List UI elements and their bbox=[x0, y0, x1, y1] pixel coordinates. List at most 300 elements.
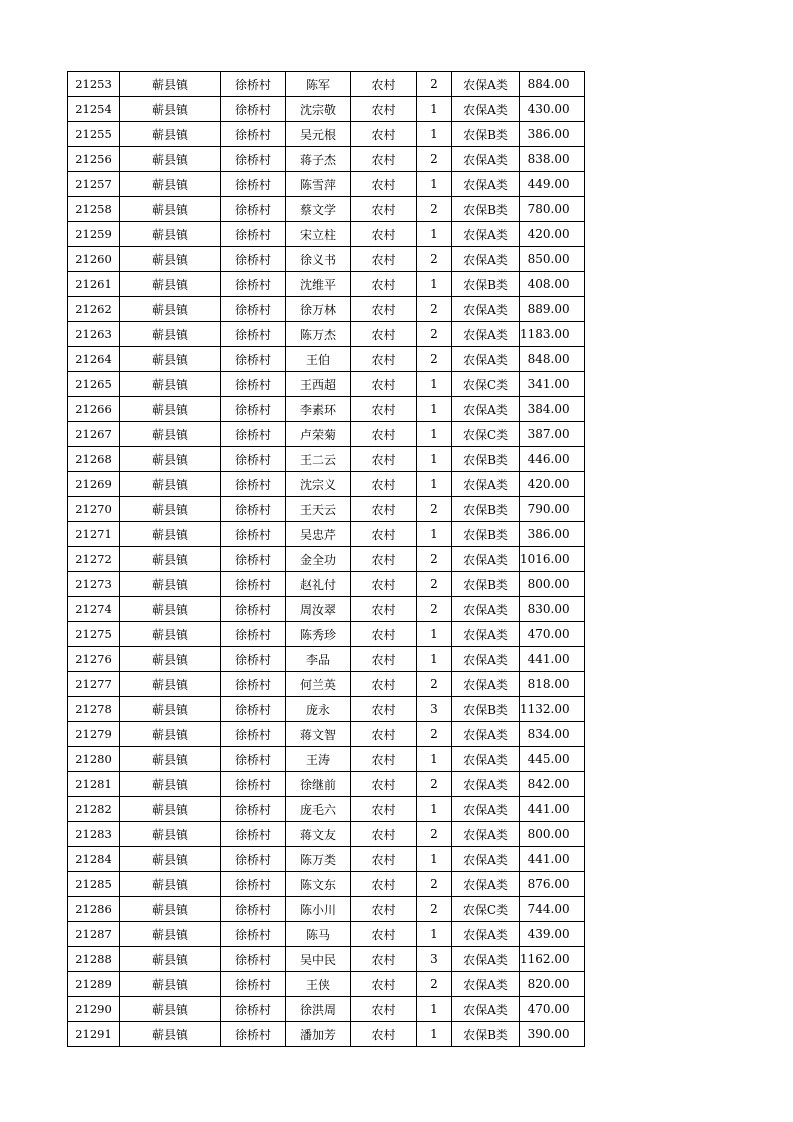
area-type-cell: 农村 bbox=[351, 772, 417, 797]
village-cell: 徐桥村 bbox=[221, 697, 286, 722]
town-cell: 蕲县镇 bbox=[120, 772, 221, 797]
table-row bbox=[68, 147, 585, 172]
name-cell: 庞永 bbox=[286, 697, 351, 722]
record-id-cell: 21279 bbox=[68, 722, 120, 747]
record-id-cell: 21287 bbox=[68, 922, 120, 947]
table-row bbox=[68, 572, 585, 597]
village-cell: 徐桥村 bbox=[221, 722, 286, 747]
name-cell: 王侠 bbox=[286, 972, 351, 997]
area-type-cell: 农村 bbox=[351, 647, 417, 672]
name-cell: 徐义书 bbox=[286, 247, 351, 272]
area-type-cell: 农村 bbox=[351, 822, 417, 847]
household-count-cell: 1 bbox=[417, 447, 452, 472]
record-id-cell: 21268 bbox=[68, 447, 120, 472]
amount-cell: 470.00 bbox=[520, 622, 585, 647]
amount-cell: 834.00 bbox=[520, 722, 585, 747]
table-row bbox=[68, 272, 585, 297]
town-cell: 蕲县镇 bbox=[120, 697, 221, 722]
name-cell: 徐继前 bbox=[286, 772, 351, 797]
name-cell: 赵礼付 bbox=[286, 572, 351, 597]
amount-cell: 420.00 bbox=[520, 222, 585, 247]
name-cell: 王西超 bbox=[286, 372, 351, 397]
name-cell: 何兰英 bbox=[286, 672, 351, 697]
name-cell: 徐万林 bbox=[286, 297, 351, 322]
household-count-cell: 1 bbox=[417, 997, 452, 1022]
village-cell: 徐桥村 bbox=[221, 322, 286, 347]
name-cell: 陈万类 bbox=[286, 847, 351, 872]
amount-cell: 1183.00 bbox=[520, 322, 585, 347]
village-cell: 徐桥村 bbox=[221, 1022, 286, 1047]
town-cell: 蕲县镇 bbox=[120, 247, 221, 272]
record-id-cell: 21255 bbox=[68, 122, 120, 147]
household-count-cell: 1 bbox=[417, 172, 452, 197]
town-cell: 蕲县镇 bbox=[120, 497, 221, 522]
town-cell: 蕲县镇 bbox=[120, 597, 221, 622]
insurance-class-cell: 农保A类 bbox=[452, 472, 520, 497]
record-id-cell: 21257 bbox=[68, 172, 120, 197]
insurance-class-cell: 农保A类 bbox=[452, 772, 520, 797]
household-count-cell: 1 bbox=[417, 797, 452, 822]
amount-cell: 790.00 bbox=[520, 497, 585, 522]
town-cell: 蕲县镇 bbox=[120, 947, 221, 972]
town-cell: 蕲县镇 bbox=[120, 372, 221, 397]
insurance-class-cell: 农保A类 bbox=[452, 947, 520, 972]
town-cell: 蕲县镇 bbox=[120, 622, 221, 647]
name-cell: 陈马 bbox=[286, 922, 351, 947]
amount-cell: 842.00 bbox=[520, 772, 585, 797]
town-cell: 蕲县镇 bbox=[120, 147, 221, 172]
town-cell: 蕲县镇 bbox=[120, 347, 221, 372]
amount-cell: 441.00 bbox=[520, 847, 585, 872]
area-type-cell: 农村 bbox=[351, 347, 417, 372]
household-count-cell: 1 bbox=[417, 522, 452, 547]
insurance-class-cell: 农保A类 bbox=[452, 322, 520, 347]
name-cell: 王二云 bbox=[286, 447, 351, 472]
amount-cell: 386.00 bbox=[520, 122, 585, 147]
amount-cell: 446.00 bbox=[520, 447, 585, 472]
village-cell: 徐桥村 bbox=[221, 547, 286, 572]
amount-cell: 384.00 bbox=[520, 397, 585, 422]
table-row bbox=[68, 897, 585, 922]
household-count-cell: 3 bbox=[417, 697, 452, 722]
name-cell: 徐洪周 bbox=[286, 997, 351, 1022]
town-cell: 蕲县镇 bbox=[120, 122, 221, 147]
area-type-cell: 农村 bbox=[351, 747, 417, 772]
household-count-cell: 2 bbox=[417, 672, 452, 697]
record-id-cell: 21261 bbox=[68, 272, 120, 297]
amount-cell: 744.00 bbox=[520, 897, 585, 922]
table-row bbox=[68, 347, 585, 372]
record-id-cell: 21281 bbox=[68, 772, 120, 797]
insurance-class-cell: 农保A类 bbox=[452, 222, 520, 247]
table-row bbox=[68, 747, 585, 772]
insurance-class-cell: 农保B类 bbox=[452, 272, 520, 297]
village-cell: 徐桥村 bbox=[221, 572, 286, 597]
record-id-cell: 21269 bbox=[68, 472, 120, 497]
amount-cell: 889.00 bbox=[520, 297, 585, 322]
household-count-cell: 1 bbox=[417, 122, 452, 147]
amount-cell: 818.00 bbox=[520, 672, 585, 697]
area-type-cell: 农村 bbox=[351, 872, 417, 897]
village-cell: 徐桥村 bbox=[221, 397, 286, 422]
insurance-class-cell: 农保C类 bbox=[452, 422, 520, 447]
name-cell: 蒋文友 bbox=[286, 822, 351, 847]
town-cell: 蕲县镇 bbox=[120, 322, 221, 347]
amount-cell: 470.00 bbox=[520, 997, 585, 1022]
area-type-cell: 农村 bbox=[351, 722, 417, 747]
record-id-cell: 21270 bbox=[68, 497, 120, 522]
amount-cell: 876.00 bbox=[520, 872, 585, 897]
insurance-class-cell: 农保A类 bbox=[452, 922, 520, 947]
area-type-cell: 农村 bbox=[351, 572, 417, 597]
town-cell: 蕲县镇 bbox=[120, 972, 221, 997]
record-id-cell: 21280 bbox=[68, 747, 120, 772]
amount-cell: 838.00 bbox=[520, 147, 585, 172]
village-cell: 徐桥村 bbox=[221, 447, 286, 472]
record-id-cell: 21266 bbox=[68, 397, 120, 422]
record-id-cell: 21274 bbox=[68, 597, 120, 622]
table-row bbox=[68, 672, 585, 697]
insurance-class-cell: 农保A类 bbox=[452, 247, 520, 272]
insurance-class-cell: 农保A类 bbox=[452, 622, 520, 647]
insurance-class-cell: 农保B类 bbox=[452, 1022, 520, 1047]
table-row bbox=[68, 447, 585, 472]
area-type-cell: 农村 bbox=[351, 72, 417, 97]
record-id-cell: 21271 bbox=[68, 522, 120, 547]
household-count-cell: 1 bbox=[417, 922, 452, 947]
record-id-cell: 21278 bbox=[68, 697, 120, 722]
name-cell: 沈宗敬 bbox=[286, 97, 351, 122]
table-body bbox=[68, 72, 585, 1047]
table-row bbox=[68, 97, 585, 122]
name-cell: 卢荣菊 bbox=[286, 422, 351, 447]
insurance-class-cell: 农保A类 bbox=[452, 172, 520, 197]
table-row bbox=[68, 947, 585, 972]
insurance-class-cell: 农保A类 bbox=[452, 972, 520, 997]
household-count-cell: 1 bbox=[417, 622, 452, 647]
insurance-class-cell: 农保C类 bbox=[452, 897, 520, 922]
household-count-cell: 2 bbox=[417, 547, 452, 572]
household-count-cell: 2 bbox=[417, 347, 452, 372]
area-type-cell: 农村 bbox=[351, 272, 417, 297]
table-row bbox=[68, 622, 585, 647]
record-id-cell: 21285 bbox=[68, 872, 120, 897]
name-cell: 陈雪萍 bbox=[286, 172, 351, 197]
name-cell: 蔡文学 bbox=[286, 197, 351, 222]
area-type-cell: 农村 bbox=[351, 597, 417, 622]
name-cell: 王涛 bbox=[286, 747, 351, 772]
insurance-class-cell: 农保B类 bbox=[452, 697, 520, 722]
household-count-cell: 2 bbox=[417, 772, 452, 797]
household-count-cell: 2 bbox=[417, 597, 452, 622]
village-cell: 徐桥村 bbox=[221, 747, 286, 772]
village-cell: 徐桥村 bbox=[221, 147, 286, 172]
record-id-cell: 21277 bbox=[68, 672, 120, 697]
table-row bbox=[68, 122, 585, 147]
amount-cell: 1016.00 bbox=[520, 547, 585, 572]
household-count-cell: 1 bbox=[417, 97, 452, 122]
record-id-cell: 21260 bbox=[68, 247, 120, 272]
town-cell: 蕲县镇 bbox=[120, 447, 221, 472]
village-cell: 徐桥村 bbox=[221, 422, 286, 447]
table-row bbox=[68, 397, 585, 422]
insurance-class-cell: 农保A类 bbox=[452, 597, 520, 622]
table-row bbox=[68, 222, 585, 247]
household-count-cell: 2 bbox=[417, 247, 452, 272]
amount-cell: 848.00 bbox=[520, 347, 585, 372]
insurance-class-cell: 农保A类 bbox=[452, 97, 520, 122]
name-cell: 李品 bbox=[286, 647, 351, 672]
table-row bbox=[68, 697, 585, 722]
area-type-cell: 农村 bbox=[351, 97, 417, 122]
table-row bbox=[68, 847, 585, 872]
household-count-cell: 2 bbox=[417, 497, 452, 522]
area-type-cell: 农村 bbox=[351, 122, 417, 147]
insurance-class-cell: 农保A类 bbox=[452, 797, 520, 822]
village-cell: 徐桥村 bbox=[221, 497, 286, 522]
household-count-cell: 2 bbox=[417, 147, 452, 172]
table-row bbox=[68, 422, 585, 447]
area-type-cell: 农村 bbox=[351, 447, 417, 472]
name-cell: 陈秀珍 bbox=[286, 622, 351, 647]
village-cell: 徐桥村 bbox=[221, 247, 286, 272]
table-row bbox=[68, 522, 585, 547]
area-type-cell: 农村 bbox=[351, 847, 417, 872]
village-cell: 徐桥村 bbox=[221, 672, 286, 697]
amount-cell: 441.00 bbox=[520, 797, 585, 822]
amount-cell: 387.00 bbox=[520, 422, 585, 447]
amount-cell: 390.00 bbox=[520, 1022, 585, 1047]
village-cell: 徐桥村 bbox=[221, 597, 286, 622]
village-cell: 徐桥村 bbox=[221, 622, 286, 647]
village-cell: 徐桥村 bbox=[221, 222, 286, 247]
name-cell: 吴中民 bbox=[286, 947, 351, 972]
village-cell: 徐桥村 bbox=[221, 647, 286, 672]
town-cell: 蕲县镇 bbox=[120, 647, 221, 672]
area-type-cell: 农村 bbox=[351, 972, 417, 997]
table-row bbox=[68, 997, 585, 1022]
village-cell: 徐桥村 bbox=[221, 472, 286, 497]
area-type-cell: 农村 bbox=[351, 547, 417, 572]
record-id-cell: 21265 bbox=[68, 372, 120, 397]
amount-cell: 386.00 bbox=[520, 522, 585, 547]
town-cell: 蕲县镇 bbox=[120, 547, 221, 572]
area-type-cell: 农村 bbox=[351, 147, 417, 172]
village-cell: 徐桥村 bbox=[221, 797, 286, 822]
town-cell: 蕲县镇 bbox=[120, 472, 221, 497]
record-id-cell: 21273 bbox=[68, 572, 120, 597]
insurance-class-cell: 农保A类 bbox=[452, 147, 520, 172]
name-cell: 庞毛六 bbox=[286, 797, 351, 822]
town-cell: 蕲县镇 bbox=[120, 97, 221, 122]
village-cell: 徐桥村 bbox=[221, 522, 286, 547]
record-id-cell: 21282 bbox=[68, 797, 120, 822]
insurance-class-cell: 农保B类 bbox=[452, 497, 520, 522]
amount-cell: 800.00 bbox=[520, 822, 585, 847]
record-id-cell: 21284 bbox=[68, 847, 120, 872]
household-count-cell: 2 bbox=[417, 897, 452, 922]
record-id-cell: 21290 bbox=[68, 997, 120, 1022]
town-cell: 蕲县镇 bbox=[120, 72, 221, 97]
record-id-cell: 21275 bbox=[68, 622, 120, 647]
table-row bbox=[68, 172, 585, 197]
record-id-cell: 21289 bbox=[68, 972, 120, 997]
area-type-cell: 农村 bbox=[351, 997, 417, 1022]
amount-cell: 441.00 bbox=[520, 647, 585, 672]
village-cell: 徐桥村 bbox=[221, 897, 286, 922]
amount-cell: 1132.00 bbox=[520, 697, 585, 722]
town-cell: 蕲县镇 bbox=[120, 172, 221, 197]
record-id-cell: 21256 bbox=[68, 147, 120, 172]
insurance-class-cell: 农保A类 bbox=[452, 997, 520, 1022]
name-cell: 陈军 bbox=[286, 72, 351, 97]
name-cell: 沈宗义 bbox=[286, 472, 351, 497]
table-row bbox=[68, 247, 585, 272]
town-cell: 蕲县镇 bbox=[120, 897, 221, 922]
household-count-cell: 2 bbox=[417, 722, 452, 747]
name-cell: 吴元根 bbox=[286, 122, 351, 147]
insurance-class-cell: 农保A类 bbox=[452, 672, 520, 697]
amount-cell: 341.00 bbox=[520, 372, 585, 397]
area-type-cell: 农村 bbox=[351, 222, 417, 247]
insurance-class-cell: 农保B类 bbox=[452, 197, 520, 222]
table-row bbox=[68, 722, 585, 747]
record-id-cell: 21258 bbox=[68, 197, 120, 222]
household-count-cell: 2 bbox=[417, 197, 452, 222]
insurance-class-cell: 农保A类 bbox=[452, 747, 520, 772]
area-type-cell: 农村 bbox=[351, 897, 417, 922]
area-type-cell: 农村 bbox=[351, 797, 417, 822]
name-cell: 周汝翠 bbox=[286, 597, 351, 622]
town-cell: 蕲县镇 bbox=[120, 997, 221, 1022]
area-type-cell: 农村 bbox=[351, 922, 417, 947]
area-type-cell: 农村 bbox=[351, 247, 417, 272]
name-cell: 吴忠芹 bbox=[286, 522, 351, 547]
town-cell: 蕲县镇 bbox=[120, 272, 221, 297]
table-row bbox=[68, 647, 585, 672]
name-cell: 蒋子杰 bbox=[286, 147, 351, 172]
table-row bbox=[68, 772, 585, 797]
insurance-class-cell: 农保A类 bbox=[452, 822, 520, 847]
area-type-cell: 农村 bbox=[351, 472, 417, 497]
name-cell: 王伯 bbox=[286, 347, 351, 372]
area-type-cell: 农村 bbox=[351, 522, 417, 547]
name-cell: 潘加芳 bbox=[286, 1022, 351, 1047]
name-cell: 金全功 bbox=[286, 547, 351, 572]
village-cell: 徐桥村 bbox=[221, 272, 286, 297]
insurance-class-cell: 农保A类 bbox=[452, 647, 520, 672]
amount-cell: 445.00 bbox=[520, 747, 585, 772]
town-cell: 蕲县镇 bbox=[120, 672, 221, 697]
household-count-cell: 1 bbox=[417, 1022, 452, 1047]
insurance-class-cell: 农保A类 bbox=[452, 847, 520, 872]
town-cell: 蕲县镇 bbox=[120, 572, 221, 597]
town-cell: 蕲县镇 bbox=[120, 297, 221, 322]
table-row bbox=[68, 72, 585, 97]
village-cell: 徐桥村 bbox=[221, 972, 286, 997]
area-type-cell: 农村 bbox=[351, 372, 417, 397]
amount-cell: 830.00 bbox=[520, 597, 585, 622]
name-cell: 沈维平 bbox=[286, 272, 351, 297]
table-row bbox=[68, 197, 585, 222]
village-cell: 徐桥村 bbox=[221, 372, 286, 397]
town-cell: 蕲县镇 bbox=[120, 872, 221, 897]
village-cell: 徐桥村 bbox=[221, 922, 286, 947]
data-table bbox=[67, 71, 585, 1047]
record-id-cell: 21267 bbox=[68, 422, 120, 447]
town-cell: 蕲县镇 bbox=[120, 847, 221, 872]
household-count-cell: 1 bbox=[417, 272, 452, 297]
table-row bbox=[68, 322, 585, 347]
village-cell: 徐桥村 bbox=[221, 997, 286, 1022]
town-cell: 蕲县镇 bbox=[120, 747, 221, 772]
record-id-cell: 21288 bbox=[68, 947, 120, 972]
table-row bbox=[68, 472, 585, 497]
area-type-cell: 农村 bbox=[351, 622, 417, 647]
household-count-cell: 2 bbox=[417, 322, 452, 347]
name-cell: 宋立柱 bbox=[286, 222, 351, 247]
table-row bbox=[68, 1022, 585, 1047]
amount-cell: 439.00 bbox=[520, 922, 585, 947]
record-id-cell: 21259 bbox=[68, 222, 120, 247]
table-row bbox=[68, 297, 585, 322]
household-count-cell: 2 bbox=[417, 572, 452, 597]
area-type-cell: 农村 bbox=[351, 197, 417, 222]
insurance-class-cell: 农保C类 bbox=[452, 372, 520, 397]
amount-cell: 430.00 bbox=[520, 97, 585, 122]
town-cell: 蕲县镇 bbox=[120, 222, 221, 247]
town-cell: 蕲县镇 bbox=[120, 522, 221, 547]
area-type-cell: 农村 bbox=[351, 422, 417, 447]
record-id-cell: 21283 bbox=[68, 822, 120, 847]
area-type-cell: 农村 bbox=[351, 297, 417, 322]
village-cell: 徐桥村 bbox=[221, 772, 286, 797]
village-cell: 徐桥村 bbox=[221, 847, 286, 872]
insurance-class-cell: 农保B类 bbox=[452, 572, 520, 597]
insurance-class-cell: 农保B类 bbox=[452, 522, 520, 547]
household-count-cell: 1 bbox=[417, 397, 452, 422]
area-type-cell: 农村 bbox=[351, 697, 417, 722]
amount-cell: 408.00 bbox=[520, 272, 585, 297]
village-cell: 徐桥村 bbox=[221, 947, 286, 972]
record-id-cell: 21291 bbox=[68, 1022, 120, 1047]
insurance-class-cell: 农保A类 bbox=[452, 297, 520, 322]
name-cell: 王天云 bbox=[286, 497, 351, 522]
record-id-cell: 21272 bbox=[68, 547, 120, 572]
town-cell: 蕲县镇 bbox=[120, 422, 221, 447]
amount-cell: 850.00 bbox=[520, 247, 585, 272]
area-type-cell: 农村 bbox=[351, 497, 417, 522]
insurance-class-cell: 农保A类 bbox=[452, 397, 520, 422]
insurance-class-cell: 农保B类 bbox=[452, 447, 520, 472]
household-count-cell: 3 bbox=[417, 947, 452, 972]
area-type-cell: 农村 bbox=[351, 397, 417, 422]
insurance-class-cell: 农保B类 bbox=[452, 122, 520, 147]
household-count-cell: 1 bbox=[417, 747, 452, 772]
town-cell: 蕲县镇 bbox=[120, 722, 221, 747]
town-cell: 蕲县镇 bbox=[120, 797, 221, 822]
household-count-cell: 2 bbox=[417, 972, 452, 997]
household-count-cell: 2 bbox=[417, 872, 452, 897]
table-row bbox=[68, 372, 585, 397]
record-id-cell: 21262 bbox=[68, 297, 120, 322]
table-row bbox=[68, 822, 585, 847]
area-type-cell: 农村 bbox=[351, 672, 417, 697]
amount-cell: 820.00 bbox=[520, 972, 585, 997]
record-id-cell: 21253 bbox=[68, 72, 120, 97]
area-type-cell: 农村 bbox=[351, 1022, 417, 1047]
insurance-class-cell: 农保A类 bbox=[452, 722, 520, 747]
